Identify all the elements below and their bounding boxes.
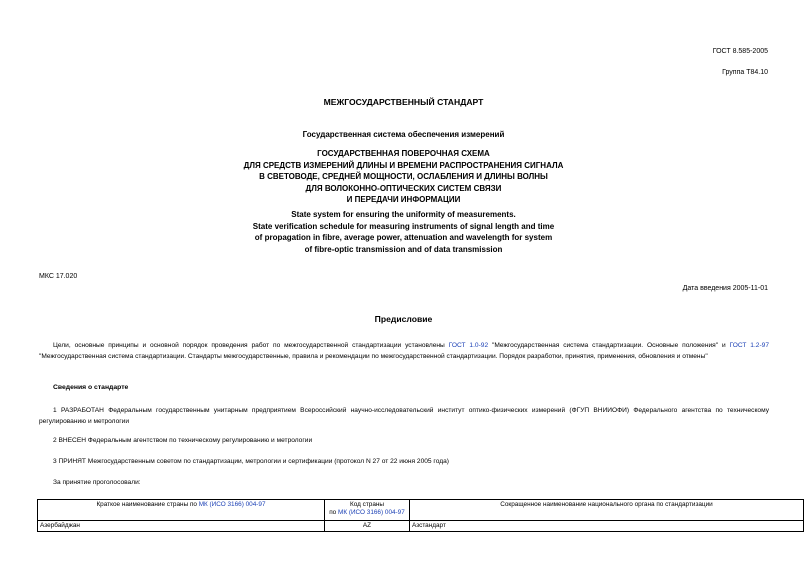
voted-label: За принятие проголосовали: (53, 479, 141, 486)
foreword-heading: Предисловие (374, 314, 433, 324)
title-ru-line: И ПЕРЕДАЧИ ИНФОРМАЦИИ (346, 195, 461, 205)
paragraph-text: "Межгосударственная система стандартизации. Стандарты межгосударственные, правила и рекомендации по межгосударственной стандартизации. Порядок разработки, принятия, применения, обновления и отмены" (39, 353, 708, 360)
title-en-line: of fibre-optic transmission and of data transmission (304, 244, 503, 254)
gost-1-0-92-link[interactable]: ГОСТ 1.0-92 (448, 342, 489, 349)
title-ru-line: ДЛЯ ВОЛОКОННО-ОПТИЧЕСКИХ СИСТЕМ СВЯЗИ (305, 183, 502, 193)
item-adopted: 3 ПРИНЯТ Межгосударственным советом по стандартизации, метрологии и сертификации (протокол N 27 от 22 июня 2005 года) (53, 458, 449, 465)
foreword-paragraph (39, 340, 769, 362)
gost-1-2-97-link[interactable]: ГОСТ 1.2-97 (729, 342, 769, 349)
item-introduced: 2 ВНЕСЕН Федеральным агентством по техническому регулированию и метрологии (53, 437, 313, 444)
mk-iso-link[interactable]: МК (ИСО 3166) 004-97 (198, 501, 266, 508)
code-cell: AZ (325, 521, 410, 532)
col-country-header (38, 500, 325, 521)
header-text: по (329, 509, 338, 516)
title-en-line: State system for ensuring the uniformity of measurements. (291, 210, 516, 219)
intro-date: Дата введения 2005-11-01 (682, 285, 768, 292)
item-developed: 1 РАЗРАБОТАН Федеральным государственным унитарным предприятием Всероссийский научно-исследовательский институт оптико-физических измерений (ФГУП ВНИИОФИ) Федерального агентства по техническому регулированию и метрологии (39, 407, 769, 425)
document-code: ГОСТ 8.585-2005 (712, 48, 768, 55)
table-header-row (38, 500, 804, 521)
title-en-line: State verification schedule for measuring instruments of signal length and time (252, 221, 555, 231)
document-group: Группа Т84.10 (722, 69, 768, 76)
system-title: Государственная система обеспечения измерений (302, 130, 505, 139)
col-body-header: Сокращенное наименование национального органа по стандартизации (410, 500, 804, 521)
standard-type: МЕЖГОСУДАРСТВЕННЫЙ СТАНДАРТ (323, 97, 484, 107)
mks-code: МКС 17.020 (39, 273, 78, 280)
table-row (38, 521, 804, 532)
title-en (0, 209, 807, 255)
paragraph-text: Цели, основные принципы и основной порядок проведения работ по межгосударственной стандартизации установлены (53, 342, 449, 349)
paragraph-text: "Межгосударственная система стандартизации. Основные положения" и (488, 342, 730, 349)
body-cell: Азстандарт (410, 521, 804, 532)
col-code-header (325, 500, 410, 521)
header-text: Краткое наименование страны по (96, 501, 199, 508)
countries-table (37, 499, 804, 532)
about-heading: Сведения о стандарте (53, 384, 129, 391)
title-en-line: of propagation in fibre, average power, attenuation and wavelength for system (254, 233, 553, 243)
header-text: Код страны (350, 501, 384, 508)
title-ru-line: ГОСУДАРСТВЕННАЯ ПОВЕРОЧНАЯ СХЕМА (317, 149, 490, 158)
mk-iso-link[interactable]: МК (ИСО 3166) 004-97 (338, 509, 405, 516)
title-ru (0, 148, 807, 206)
title-ru-line: В СВЕТОВОДЕ, СРЕДНЕЙ МОЩНОСТИ, ОСЛАБЛЕНИЯ И ДЛИНЫ ВОЛНЫ (259, 172, 548, 182)
title-ru-line: ДЛЯ СРЕДСТВ ИЗМЕРЕНИЙ ДЛИНЫ И ВРЕМЕНИ РАСПРОСТРАНЕНИЯ СИГНАЛА (243, 160, 564, 170)
country-cell: Азербайджан (38, 521, 325, 532)
